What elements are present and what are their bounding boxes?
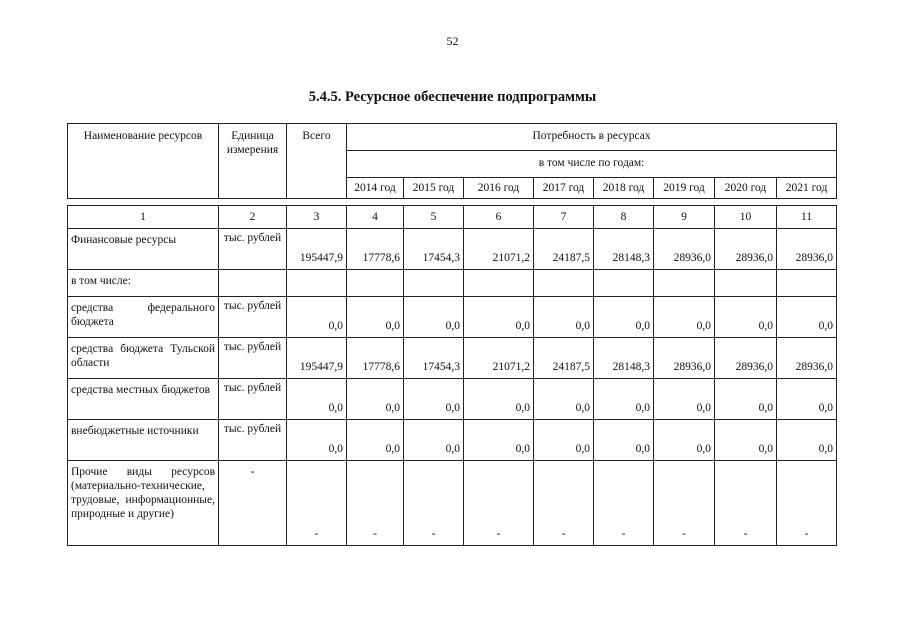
value-cell: -: [654, 461, 715, 546]
value-cell: 0,0: [404, 420, 464, 461]
value-cell: [464, 270, 534, 297]
header-by-years: в том числе по годам:: [347, 151, 837, 178]
value-cell: 0,0: [715, 379, 777, 420]
value-cell: -: [347, 461, 404, 546]
header-year: 2019 год: [654, 178, 715, 199]
resource-name-cell: средства местных бюджетов: [68, 379, 219, 420]
value-cell: [654, 270, 715, 297]
unit-cell: [219, 270, 287, 297]
value-cell: 0,0: [347, 420, 404, 461]
table-row: [68, 420, 837, 461]
unit-cell: тыс. рублей: [219, 229, 287, 270]
value-cell: [715, 270, 777, 297]
header-need: Потребность в ресурсах: [347, 124, 837, 151]
value-cell: -: [594, 461, 654, 546]
resource-name-cell: внебюджетные источники: [68, 420, 219, 461]
value-cell: 0,0: [654, 379, 715, 420]
value-cell: 0,0: [464, 379, 534, 420]
value-cell: 0,0: [287, 379, 347, 420]
value-cell: 21071,2: [464, 338, 534, 379]
column-index-cell: 3: [287, 206, 347, 229]
table-row: [68, 461, 837, 546]
value-cell: 28148,3: [594, 338, 654, 379]
value-cell: 28936,0: [777, 229, 837, 270]
value-cell: 0,0: [464, 420, 534, 461]
value-cell: 17454,3: [404, 338, 464, 379]
column-index-cell: 11: [777, 206, 837, 229]
value-cell: -: [534, 461, 594, 546]
resource-name-cell: в том числе:: [68, 270, 219, 297]
value-cell: 195447,9: [287, 338, 347, 379]
unit-cell: тыс. рублей: [219, 379, 287, 420]
unit-cell: тыс. рублей: [219, 297, 287, 338]
unit-cell: -: [219, 461, 287, 546]
value-cell: 195447,9: [287, 229, 347, 270]
value-cell: 0,0: [715, 420, 777, 461]
header-year: 2016 год: [464, 178, 534, 199]
value-cell: -: [777, 461, 837, 546]
table-row: [68, 229, 837, 270]
header-total: Всего: [287, 124, 347, 199]
value-cell: 0,0: [534, 297, 594, 338]
value-cell: 0,0: [347, 379, 404, 420]
value-cell: 0,0: [347, 297, 404, 338]
header-resource-name: Наименование ресурсов: [68, 124, 219, 199]
value-cell: [534, 270, 594, 297]
value-cell: 0,0: [715, 297, 777, 338]
unit-cell: тыс. рублей: [219, 338, 287, 379]
column-index-cell: 9: [654, 206, 715, 229]
header-year: 2018 год: [594, 178, 654, 199]
column-index-cell: 7: [534, 206, 594, 229]
column-index-cell: 6: [464, 206, 534, 229]
value-cell: 0,0: [594, 379, 654, 420]
table-row: [68, 297, 837, 338]
value-cell: 28936,0: [654, 229, 715, 270]
column-index-cell: 1: [68, 206, 219, 229]
unit-cell: тыс. рублей: [219, 420, 287, 461]
value-cell: 0,0: [534, 379, 594, 420]
value-cell: 17778,6: [347, 338, 404, 379]
value-cell: [404, 270, 464, 297]
value-cell: 0,0: [404, 379, 464, 420]
header-year: 2015 год: [404, 178, 464, 199]
value-cell: 0,0: [534, 420, 594, 461]
resource-table-body: [67, 205, 837, 546]
value-cell: [287, 270, 347, 297]
resource-name-cell: средства бюджета Тульской области: [68, 338, 219, 379]
value-cell: -: [287, 461, 347, 546]
header-year: 2021 год: [777, 178, 837, 199]
page-number: 52: [446, 34, 459, 48]
value-cell: 28936,0: [654, 338, 715, 379]
column-index-cell: 10: [715, 206, 777, 229]
header-year: 2020 год: [715, 178, 777, 199]
value-cell: 0,0: [287, 297, 347, 338]
header-unit: Единица измерения: [219, 124, 287, 199]
value-cell: 0,0: [464, 297, 534, 338]
value-cell: 0,0: [777, 379, 837, 420]
resource-name-cell: Прочие виды ресурсов (материально-технические, трудовые, информационные, природные и другие): [68, 461, 219, 546]
value-cell: 24187,5: [534, 229, 594, 270]
value-cell: 28936,0: [715, 338, 777, 379]
table-row: [68, 270, 837, 297]
value-cell: 28936,0: [777, 338, 837, 379]
table-row: [68, 379, 837, 420]
value-cell: -: [464, 461, 534, 546]
column-index-cell: 8: [594, 206, 654, 229]
value-cell: 0,0: [404, 297, 464, 338]
value-cell: [347, 270, 404, 297]
header-year: 2014 год: [347, 178, 404, 199]
value-cell: 0,0: [594, 420, 654, 461]
value-cell: 0,0: [654, 297, 715, 338]
value-cell: -: [404, 461, 464, 546]
value-cell: [777, 270, 837, 297]
value-cell: 28936,0: [715, 229, 777, 270]
column-index-row: [68, 206, 837, 229]
value-cell: 17778,6: [347, 229, 404, 270]
value-cell: 17454,3: [404, 229, 464, 270]
header-year: 2017 год: [534, 178, 594, 199]
value-cell: 24187,5: [534, 338, 594, 379]
value-cell: 0,0: [777, 297, 837, 338]
table-row: [68, 338, 837, 379]
column-index-cell: 4: [347, 206, 404, 229]
value-cell: 0,0: [777, 420, 837, 461]
value-cell: [594, 270, 654, 297]
value-cell: -: [715, 461, 777, 546]
section-title: 5.4.5. Ресурсное обеспечение подпрограммы: [308, 89, 597, 105]
resource-table-header: [67, 123, 837, 199]
resource-name-cell: средства федерального бюджета: [68, 297, 219, 338]
column-index-cell: 2: [219, 206, 287, 229]
value-cell: 0,0: [287, 420, 347, 461]
value-cell: 0,0: [594, 297, 654, 338]
resource-name-cell: Финансовые ресурсы: [68, 229, 219, 270]
value-cell: 21071,2: [464, 229, 534, 270]
value-cell: 28148,3: [594, 229, 654, 270]
value-cell: 0,0: [654, 420, 715, 461]
column-index-cell: 5: [404, 206, 464, 229]
